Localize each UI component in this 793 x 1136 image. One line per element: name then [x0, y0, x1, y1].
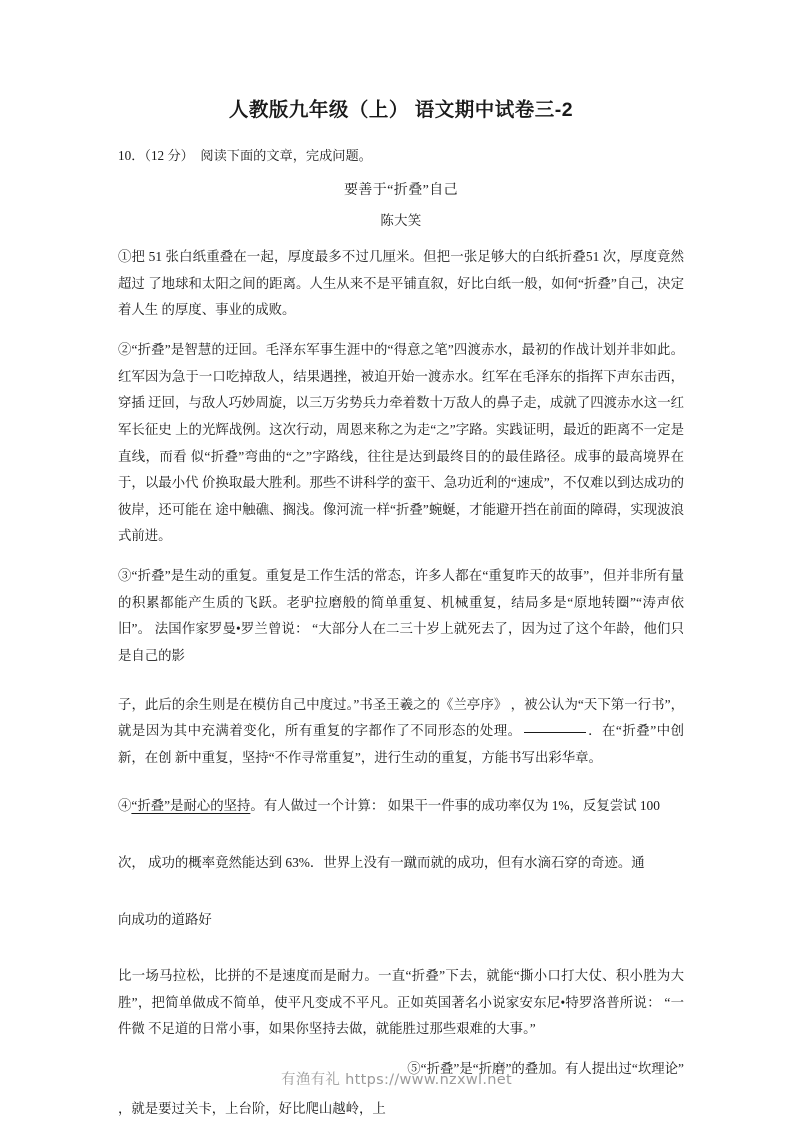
fill-in-blank[interactable]: [524, 732, 586, 733]
paragraph-3-text-after-blank: ．在“折叠”中创新，在创 新中重复，坚持“不作寻常重复”，进行生动的重复，方能书写出彩华章。: [118, 723, 684, 765]
paragraph-4-line-3: 向成功的道路好: [118, 911, 212, 927]
paragraph-2: ②“折叠”是智慧的迂回。毛泽东军事生涯中的“得意之笔”四渡赤水，最初的作战计划并非如此。 红军因为急于一口吃掉敌人，结果遇挫，被迫开始一渡赤水。红军在毛泽东的指挥下声东击西，穿插 迂回，与敌人巧妙周旋，以三万劣势兵力牵着数十万敌人的鼻子走，成就了四渡赤水这一红军长征史 上的光辉战例。这次行动，周恩来称之为走“之”字路。实践证明，最近的距离不一定是直线，而看 似“折叠”弯曲的“之”字路线，往往是达到最终目的的最佳路径。成事的最高境界在于，以最小代 价换取最大胜利。那些不讲科学的蛮干、急功近利的“速成”，不仅难以到达成功的彼岸，还可能在 途中触礁、搁浅。像河流一样“折叠”蜿蜒，才能避开挡在前面的障碍，实现波浪式前进。: [118, 342, 688, 544]
paragraph-1: ①把 51 张白纸重叠在一起，厚度最多不过几厘米。但把一张足够大的白纸折叠51 次，厚度竟然超过 了地球和太阳之间的距离。人生从来不是平铺直叙，好比白纸一般，如何“折叠”自己，决定着人生 的厚度、事业的成败。: [118, 248, 684, 318]
paragraph-3-text-before-blank: 子，此后的余生则是在模仿自己中度过。”书圣王羲之的《兰亭序》 ，被公认为“天下第一行书”， 就是因为其中充满着变化，所有重复的字都作了不同形态的处理。: [118, 696, 688, 739]
paragraph-5-line-2: ，就是要过关卡，上台阶，好比爬山越岭，上: [118, 1101, 386, 1117]
article-author: 陈大笑: [380, 212, 422, 228]
paragraph-4-line-1: [118, 793, 684, 820]
paragraph-3-part-1: ③“折叠”是生动的重复。重复是工作生活的常态，许多人都在“重复昨天的故事”，但并非所有量 的积累都能产生质的飞跃。老驴拉磨般的简单重复、机械重复，结局多是“原地转圈”“涛声依旧”。 法国作家罗曼•罗兰曾说： “大部分人在二三十岁上就死去了，因为过了这个年龄，他们只是自己的影: [118, 568, 688, 664]
page-title: 人教版九年级（上） 语文期中试卷三-2: [228, 99, 574, 121]
paragraph-4-line-2: 次， 成功的概率竟然能达到 63%．世界上没有一蹴而就的成功，但有水滴石穿的奇迹。通: [118, 855, 645, 871]
paragraph-4-line-4: 比一场马拉松，比拼的不是速度而是耐力。一直“折叠”下去，就能“撕小口打大仗、积小胜为大 胜”，把简单做成不简单，使平凡变成不平凡。正如英国著名小说家安东尼•特罗洛普所说： “一件微 不足道的日常小事，如果你坚持去做，就能胜过那些艰难的大事。”: [118, 968, 688, 1037]
question-stem: 10．（12 分） 阅读下面的文章，完成问题。: [118, 148, 372, 164]
document-content: [118, 0, 688, 1136]
paragraph-3-part-2: [118, 692, 688, 772]
paragraph-4-underlined-text: “折叠”是耐心的坚持: [131, 798, 251, 814]
paragraph-4-marker: ④: [118, 798, 132, 814]
paragraph-4-text-remainder: 。有人做过一个计算： 如果干一件事的成功率仅为 1%，反复尝试 100: [250, 798, 660, 814]
article-title: 要善于“折叠”自己: [343, 182, 459, 198]
footer-watermark: 有渔有礼 https://www.nzxwl.net: [281, 1072, 512, 1088]
paragraph-5-line-1: ⑤“折叠”是“折磨”的叠加。有人提出过“坎理论”: [407, 1061, 684, 1077]
